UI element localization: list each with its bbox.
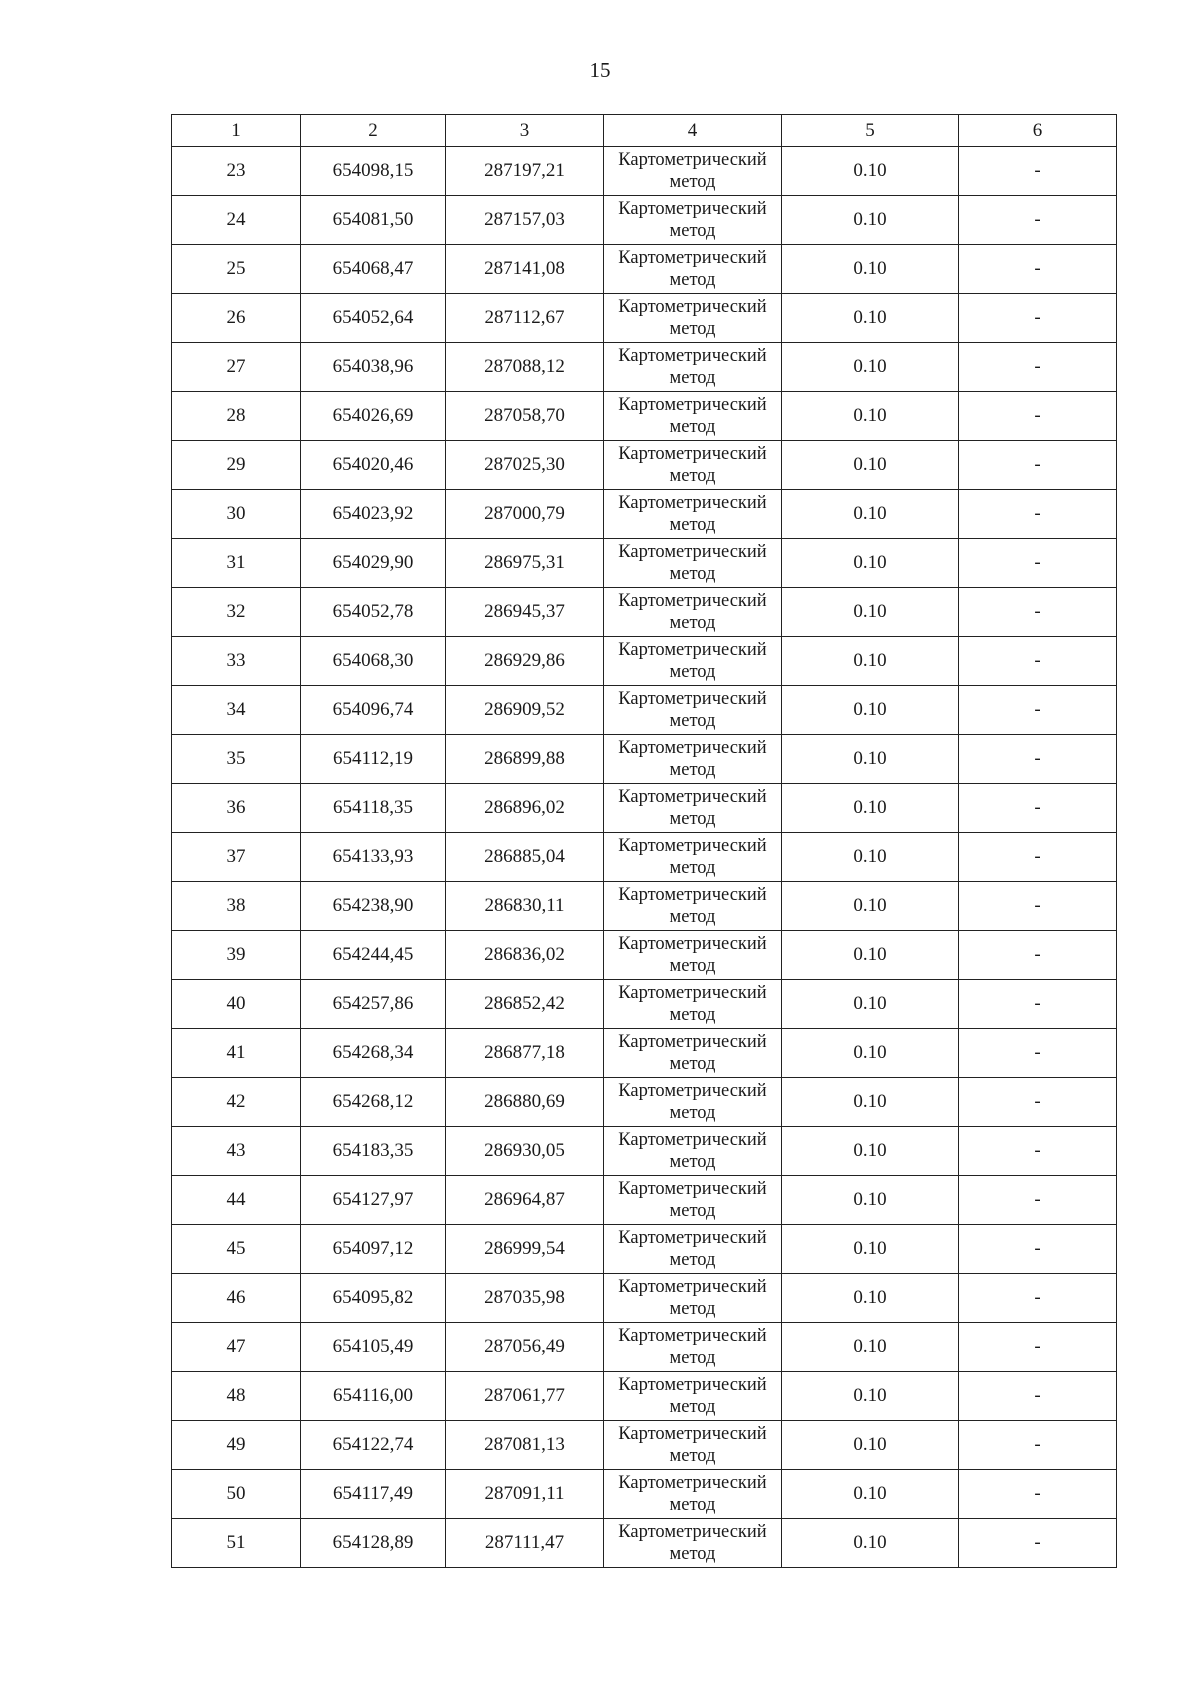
method-cell [604,490,782,539]
accuracy-cell: 0.10 [782,784,959,833]
point-number-cell: 35 [172,735,301,784]
table-row [172,1323,1117,1372]
x-coordinate-cell: 654116,00 [301,1372,446,1421]
x-coordinate-cell: 654029,90 [301,539,446,588]
x-coordinate-cell: 654118,35 [301,784,446,833]
note-cell: - [959,1323,1117,1372]
method-line-1: Картометрический [618,1277,767,1297]
note-cell: - [959,392,1117,441]
method-line-2: метод [669,270,716,290]
y-coordinate-cell: 286909,52 [446,686,604,735]
table-row [172,343,1117,392]
point-number-cell: 30 [172,490,301,539]
accuracy-cell: 0.10 [782,343,959,392]
method-cell [604,735,782,784]
method-line-1: Картометрический [618,297,767,317]
note-cell: - [959,490,1117,539]
accuracy-cell: 0.10 [782,245,959,294]
method-line-2: метод [669,515,716,535]
note-cell: - [959,1225,1117,1274]
table-row [172,1127,1117,1176]
method-line-2: метод [669,564,716,584]
method-cell [604,784,782,833]
y-coordinate-cell: 287061,77 [446,1372,604,1421]
method-line-1: Картометрический [618,1326,767,1346]
table-row [172,245,1117,294]
table-row [172,1029,1117,1078]
method-line-2: метод [669,1299,716,1319]
method-cell [604,196,782,245]
table-row [172,735,1117,784]
x-coordinate-cell: 654127,97 [301,1176,446,1225]
table-row [172,1225,1117,1274]
table-row [172,1470,1117,1519]
column-header-3: 3 [446,115,604,147]
method-line-1: Картометрический [618,836,767,856]
header-row [172,115,1117,147]
note-cell: - [959,833,1117,882]
method-line-1: Картометрический [618,738,767,758]
x-coordinate-cell: 654098,15 [301,147,446,196]
y-coordinate-cell: 286877,18 [446,1029,604,1078]
x-coordinate-cell: 654268,34 [301,1029,446,1078]
point-number-cell: 27 [172,343,301,392]
method-line-1: Картометрический [618,542,767,562]
table-row [172,294,1117,343]
method-line-1: Картометрический [618,1424,767,1444]
note-cell: - [959,1470,1117,1519]
method-line-2: метод [669,1152,716,1172]
accuracy-cell: 0.10 [782,931,959,980]
point-number-cell: 33 [172,637,301,686]
table-row [172,686,1117,735]
note-cell: - [959,245,1117,294]
method-line-2: метод [669,1348,716,1368]
accuracy-cell: 0.10 [782,882,959,931]
method-line-1: Картометрический [618,199,767,219]
accuracy-cell: 0.10 [782,735,959,784]
method-line-2: метод [669,858,716,878]
y-coordinate-cell: 287141,08 [446,245,604,294]
note-cell: - [959,1274,1117,1323]
method-line-2: метод [669,1544,716,1564]
method-cell [604,294,782,343]
method-line-2: метод [669,613,716,633]
accuracy-cell: 0.10 [782,1519,959,1568]
method-cell [604,1323,782,1372]
accuracy-cell: 0.10 [782,1127,959,1176]
y-coordinate-cell: 286929,86 [446,637,604,686]
table-header [172,115,1117,147]
x-coordinate-cell: 654097,12 [301,1225,446,1274]
table-row [172,931,1117,980]
x-coordinate-cell: 654257,86 [301,980,446,1029]
x-coordinate-cell: 654038,96 [301,343,446,392]
x-coordinate-cell: 654023,92 [301,490,446,539]
table-row [172,392,1117,441]
method-line-1: Картометрический [618,1179,767,1199]
table-row [172,539,1117,588]
x-coordinate-cell: 654244,45 [301,931,446,980]
x-coordinate-cell: 654096,74 [301,686,446,735]
column-header-6: 6 [959,115,1117,147]
note-cell: - [959,294,1117,343]
x-coordinate-cell: 654068,30 [301,637,446,686]
method-cell [604,1421,782,1470]
column-header-1: 1 [172,115,301,147]
note-cell: - [959,588,1117,637]
accuracy-cell: 0.10 [782,490,959,539]
method-line-2: метод [669,172,716,192]
table-row [172,147,1117,196]
method-line-1: Картометрический [618,1228,767,1248]
method-cell [604,245,782,294]
note-cell: - [959,196,1117,245]
y-coordinate-cell: 287081,13 [446,1421,604,1470]
point-number-cell: 25 [172,245,301,294]
point-number-cell: 39 [172,931,301,980]
accuracy-cell: 0.10 [782,441,959,490]
x-coordinate-cell: 654112,19 [301,735,446,784]
y-coordinate-cell: 287091,11 [446,1470,604,1519]
note-cell: - [959,980,1117,1029]
method-line-1: Картометрический [618,1473,767,1493]
method-cell [604,1372,782,1421]
y-coordinate-cell: 287157,03 [446,196,604,245]
accuracy-cell: 0.10 [782,1421,959,1470]
y-coordinate-cell: 286830,11 [446,882,604,931]
accuracy-cell: 0.10 [782,833,959,882]
method-cell [604,1078,782,1127]
point-number-cell: 44 [172,1176,301,1225]
method-line-1: Картометрический [618,640,767,660]
accuracy-cell: 0.10 [782,980,959,1029]
method-cell [604,588,782,637]
point-number-cell: 47 [172,1323,301,1372]
table-row [172,882,1117,931]
method-line-2: метод [669,1005,716,1025]
point-number-cell: 41 [172,1029,301,1078]
table-row [172,1078,1117,1127]
y-coordinate-cell: 286930,05 [446,1127,604,1176]
y-coordinate-cell: 286880,69 [446,1078,604,1127]
method-cell [604,392,782,441]
method-line-1: Картометрический [618,444,767,464]
method-cell [604,1519,782,1568]
method-cell [604,686,782,735]
accuracy-cell: 0.10 [782,392,959,441]
point-number-cell: 23 [172,147,301,196]
accuracy-cell: 0.10 [782,1274,959,1323]
point-number-cell: 50 [172,1470,301,1519]
point-number-cell: 32 [172,588,301,637]
accuracy-cell: 0.10 [782,1225,959,1274]
method-line-1: Картометрический [618,150,767,170]
note-cell: - [959,343,1117,392]
table-row [172,980,1117,1029]
y-coordinate-cell: 286899,88 [446,735,604,784]
point-number-cell: 31 [172,539,301,588]
note-cell: - [959,1421,1117,1470]
table-row [172,1274,1117,1323]
table-body [172,147,1117,1568]
note-cell: - [959,441,1117,490]
y-coordinate-cell: 286975,31 [446,539,604,588]
method-cell [604,539,782,588]
method-line-1: Картометрический [618,1130,767,1150]
method-line-2: метод [669,319,716,339]
table-row [172,196,1117,245]
accuracy-cell: 0.10 [782,294,959,343]
table-row [172,588,1117,637]
accuracy-cell: 0.10 [782,196,959,245]
x-coordinate-cell: 654095,82 [301,1274,446,1323]
method-cell [604,637,782,686]
method-line-1: Картометрический [618,346,767,366]
y-coordinate-cell: 287112,67 [446,294,604,343]
method-line-2: метод [669,956,716,976]
x-coordinate-cell: 654117,49 [301,1470,446,1519]
method-line-2: метод [669,1201,716,1221]
method-line-1: Картометрический [618,493,767,513]
y-coordinate-cell: 287056,49 [446,1323,604,1372]
accuracy-cell: 0.10 [782,588,959,637]
x-coordinate-cell: 654183,35 [301,1127,446,1176]
method-line-2: метод [669,711,716,731]
table-row [172,1372,1117,1421]
method-cell [604,1225,782,1274]
method-line-1: Картометрический [618,1032,767,1052]
table-row [172,637,1117,686]
accuracy-cell: 0.10 [782,686,959,735]
column-header-4: 4 [604,115,782,147]
x-coordinate-cell: 654122,74 [301,1421,446,1470]
x-coordinate-cell: 654105,49 [301,1323,446,1372]
table-row [172,441,1117,490]
point-number-cell: 40 [172,980,301,1029]
note-cell: - [959,1176,1117,1225]
note-cell: - [959,784,1117,833]
method-line-2: метод [669,368,716,388]
point-number-cell: 29 [172,441,301,490]
accuracy-cell: 0.10 [782,1029,959,1078]
y-coordinate-cell: 286945,37 [446,588,604,637]
column-header-5: 5 [782,115,959,147]
accuracy-cell: 0.10 [782,1323,959,1372]
note-cell: - [959,1029,1117,1078]
x-coordinate-cell: 654128,89 [301,1519,446,1568]
accuracy-cell: 0.10 [782,1470,959,1519]
note-cell: - [959,637,1117,686]
point-number-cell: 24 [172,196,301,245]
note-cell: - [959,147,1117,196]
note-cell: - [959,1078,1117,1127]
method-line-1: Картометрический [618,1375,767,1395]
y-coordinate-cell: 287035,98 [446,1274,604,1323]
x-coordinate-cell: 654052,78 [301,588,446,637]
column-header-2: 2 [301,115,446,147]
accuracy-cell: 0.10 [782,1078,959,1127]
method-line-2: метод [669,466,716,486]
y-coordinate-cell: 286999,54 [446,1225,604,1274]
point-number-cell: 38 [172,882,301,931]
note-cell: - [959,735,1117,784]
method-line-2: метод [669,1103,716,1123]
point-number-cell: 49 [172,1421,301,1470]
table-row [172,1421,1117,1470]
accuracy-cell: 0.10 [782,539,959,588]
y-coordinate-cell: 286885,04 [446,833,604,882]
method-cell [604,147,782,196]
method-line-2: метод [669,662,716,682]
point-number-cell: 51 [172,1519,301,1568]
point-number-cell: 26 [172,294,301,343]
accuracy-cell: 0.10 [782,1176,959,1225]
y-coordinate-cell: 287025,30 [446,441,604,490]
y-coordinate-cell: 286852,42 [446,980,604,1029]
note-cell: - [959,1519,1117,1568]
x-coordinate-cell: 654052,64 [301,294,446,343]
method-line-2: метод [669,1054,716,1074]
table-row [172,833,1117,882]
method-line-2: метод [669,1446,716,1466]
method-cell [604,441,782,490]
table-row [172,1176,1117,1225]
method-cell [604,882,782,931]
x-coordinate-cell: 654068,47 [301,245,446,294]
method-cell [604,343,782,392]
method-line-1: Картометрический [618,934,767,954]
point-number-cell: 28 [172,392,301,441]
x-coordinate-cell: 654268,12 [301,1078,446,1127]
method-cell [604,1274,782,1323]
y-coordinate-cell: 287058,70 [446,392,604,441]
method-line-1: Картометрический [618,885,767,905]
method-cell [604,1176,782,1225]
x-coordinate-cell: 654026,69 [301,392,446,441]
method-line-2: метод [669,1250,716,1270]
accuracy-cell: 0.10 [782,147,959,196]
method-line-1: Картометрический [618,248,767,268]
method-line-2: метод [669,760,716,780]
method-line-1: Картометрический [618,1522,767,1542]
point-number-cell: 48 [172,1372,301,1421]
point-number-cell: 45 [172,1225,301,1274]
note-cell: - [959,931,1117,980]
x-coordinate-cell: 654081,50 [301,196,446,245]
table-row [172,784,1117,833]
accuracy-cell: 0.10 [782,1372,959,1421]
y-coordinate-cell: 287197,21 [446,147,604,196]
method-line-1: Картометрический [618,1081,767,1101]
method-cell [604,1127,782,1176]
method-cell [604,980,782,1029]
point-number-cell: 42 [172,1078,301,1127]
coordinates-table [171,114,1117,1568]
point-number-cell: 46 [172,1274,301,1323]
point-number-cell: 43 [172,1127,301,1176]
method-cell [604,1029,782,1078]
method-line-2: метод [669,1495,716,1515]
method-line-2: метод [669,417,716,437]
point-number-cell: 36 [172,784,301,833]
note-cell: - [959,539,1117,588]
method-line-1: Картометрический [618,591,767,611]
method-cell [604,931,782,980]
method-line-2: метод [669,221,716,241]
method-line-2: метод [669,907,716,927]
note-cell: - [959,882,1117,931]
method-cell [604,1470,782,1519]
method-line-1: Картометрический [618,395,767,415]
method-line-1: Картометрический [618,689,767,709]
table-row [172,490,1117,539]
note-cell: - [959,1372,1117,1421]
y-coordinate-cell: 286836,02 [446,931,604,980]
y-coordinate-cell: 287088,12 [446,343,604,392]
method-line-2: метод [669,809,716,829]
method-line-1: Картометрический [618,983,767,1003]
y-coordinate-cell: 286896,02 [446,784,604,833]
point-number-cell: 37 [172,833,301,882]
page-number: 15 [589,58,611,82]
y-coordinate-cell: 287111,47 [446,1519,604,1568]
method-line-2: метод [669,1397,716,1417]
method-line-1: Картометрический [618,787,767,807]
note-cell: - [959,1127,1117,1176]
y-coordinate-cell: 286964,87 [446,1176,604,1225]
x-coordinate-cell: 654238,90 [301,882,446,931]
point-number-cell: 34 [172,686,301,735]
note-cell: - [959,686,1117,735]
table-row [172,1519,1117,1568]
method-cell [604,833,782,882]
accuracy-cell: 0.10 [782,637,959,686]
x-coordinate-cell: 654133,93 [301,833,446,882]
y-coordinate-cell: 287000,79 [446,490,604,539]
x-coordinate-cell: 654020,46 [301,441,446,490]
